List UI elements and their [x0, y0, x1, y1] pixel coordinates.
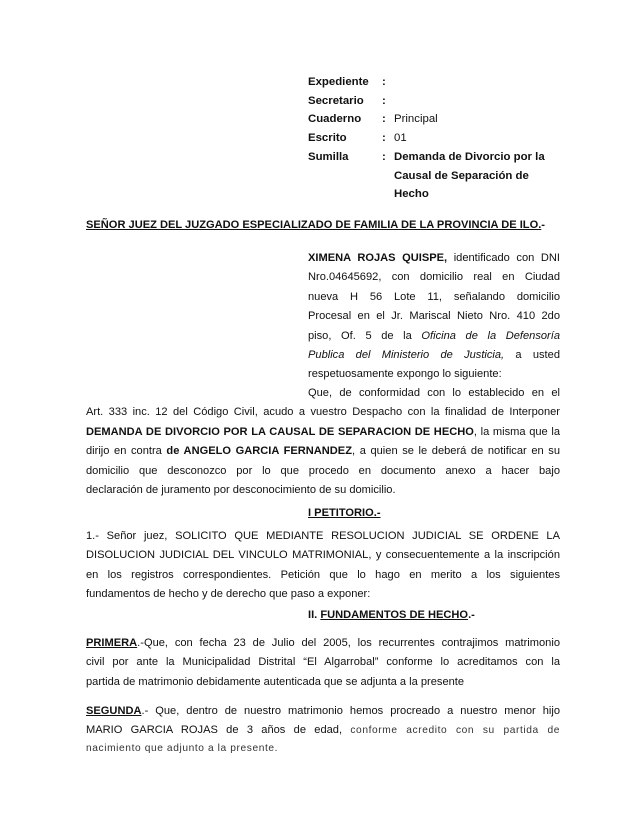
segunda-paragraph [86, 702, 560, 757]
text-fragment: , la misma que la [473, 425, 560, 438]
point-label: PRIMERA [86, 637, 138, 649]
sumilla-continuation: Causal de Separación de [394, 169, 529, 182]
section-suffix: .- [468, 609, 475, 621]
office-name: Oficina de la Defensoría [421, 329, 560, 342]
text-fragment: , a quien se le deberá de notificar en su [352, 445, 560, 458]
primera-paragraph [86, 634, 560, 692]
sumilla-continuation: Hecho [394, 188, 429, 201]
header-value [394, 73, 554, 92]
text-line: partida de matrimonio debidamente autenticada que se adjunta a la presente [86, 675, 465, 688]
text-line: respetuosamente expongo lo siguiente: [308, 368, 502, 381]
header-colon: : [382, 94, 386, 107]
text-fragment: a usted [504, 349, 560, 362]
header-value: 01 [394, 132, 407, 145]
text-fragment: MARIO GARCIA ROJAS de 3 años de edad, [86, 724, 351, 737]
text-line: declaración de juramento por desconocimiento de su domicilio. [86, 484, 396, 497]
header-colon: : [382, 150, 386, 163]
point-label: SEGUNDA [86, 705, 142, 717]
text-line [308, 327, 560, 346]
section-title-petitorio: I PETITORIO.- [308, 507, 381, 519]
header-colon: : [382, 76, 386, 88]
header-value [394, 92, 554, 111]
text-line: en los registros correspondientes. Petición que lo hago en merito a los siguientes [86, 568, 560, 581]
text-fragment: piso, Of. 5 de la [308, 329, 422, 342]
text-line: Art. 333 inc. 12 del Código Civil, acudo a vuestro Despacho con la finalidad de Interponer [86, 406, 560, 419]
header-colon: : [382, 113, 386, 126]
text-line: fundamentos de hecho y de derecho que paso a exponer: [86, 588, 371, 601]
text-line: Que, de conformidad con lo establecido en el [308, 387, 560, 399]
header-colon: : [382, 132, 386, 145]
section-number: II. [308, 609, 321, 621]
header-key: Secretario [308, 94, 364, 107]
text-line [86, 702, 560, 721]
text-line [86, 442, 560, 461]
text-line: domicilio que desconozco por lo que procedo en documento anexo a hacer bajo [86, 464, 560, 477]
header-key: Sumilla [308, 150, 349, 163]
text-fragment: dirijo en contra [86, 445, 167, 458]
header-row-cuaderno [308, 110, 554, 129]
header-row-escrito [308, 129, 554, 148]
text-line: civil por ante la Municipalidad Distrital “El Algarrobal” conforme lo acreditamos con la [86, 656, 560, 669]
demand-title: DEMANDA DE DIVORCIO POR LA CAUSAL DE SEPARACION DE HECHO [86, 425, 474, 438]
text-line [308, 346, 560, 365]
applicant-name: XIMENA ROJAS QUISPE, [308, 252, 448, 264]
ministry-name: Publica del Ministerio de Justicia, [308, 349, 505, 362]
text-fragment: .-Que, con fecha 23 de Julio del 2005, los recurrentes contrajimos matrimonio [137, 637, 560, 649]
header-key: Cuaderno [308, 113, 362, 126]
header-row-expediente [308, 73, 554, 92]
addressee-suffix: - [541, 219, 545, 231]
text-line [308, 249, 560, 268]
text-line [86, 423, 560, 442]
header-key: Escrito [308, 132, 347, 145]
demand-paragraph [86, 384, 560, 500]
case-header [308, 73, 554, 204]
addressee-line [86, 219, 545, 231]
text-line [86, 634, 560, 653]
text-line: DISOLUCION JUDICIAL DEL VINCULO MATRIMONIAL, y consecuentemente a la inscripción [86, 549, 560, 562]
text-line: nueva H 56 Lote 11, señalando domicilio [308, 290, 560, 303]
addressee-text: SEÑOR JUEZ DEL JUZGADO ESPECIALIZADO DE FAMILIA DE LA PROVINCIA DE ILO. [86, 219, 542, 231]
section-title-fundamentos [308, 609, 475, 621]
header-key: Expediente [308, 76, 369, 88]
text-line: nacimiento que adjunto a la presente. [86, 742, 279, 754]
section-title-text: FUNDAMENTOS DE HECHO [320, 609, 469, 621]
header-value: Demanda de Divorcio por la [394, 150, 545, 163]
defendant-name: de ANGELO GARCIA FERNANDEZ [166, 445, 352, 458]
header-row-sumilla [308, 148, 554, 167]
text-fragment: .- Que, dentro de nuestro matrimonio hemos procreado a nuestro menor hijo [141, 705, 560, 717]
text-fragment: conforme acredito con su partida de [350, 725, 560, 737]
text-line: 1.- Señor juez, SOLICITO QUE MEDIANTE RESOLUCION JUDICIAL SE ORDENE LA [86, 530, 560, 542]
text-line: Nro.04645692, con domicilio real en Ciudad [308, 271, 560, 284]
text-fragment: identificado con DNI [447, 252, 560, 264]
petitorio-paragraph [86, 527, 560, 605]
applicant-intro [308, 249, 560, 385]
text-line [86, 721, 560, 740]
header-row-secretario [308, 92, 554, 111]
text-line: Procesal en el Jr. Mariscal Nieto Nro. 410 2do [308, 310, 560, 323]
header-value: Principal [394, 113, 438, 126]
